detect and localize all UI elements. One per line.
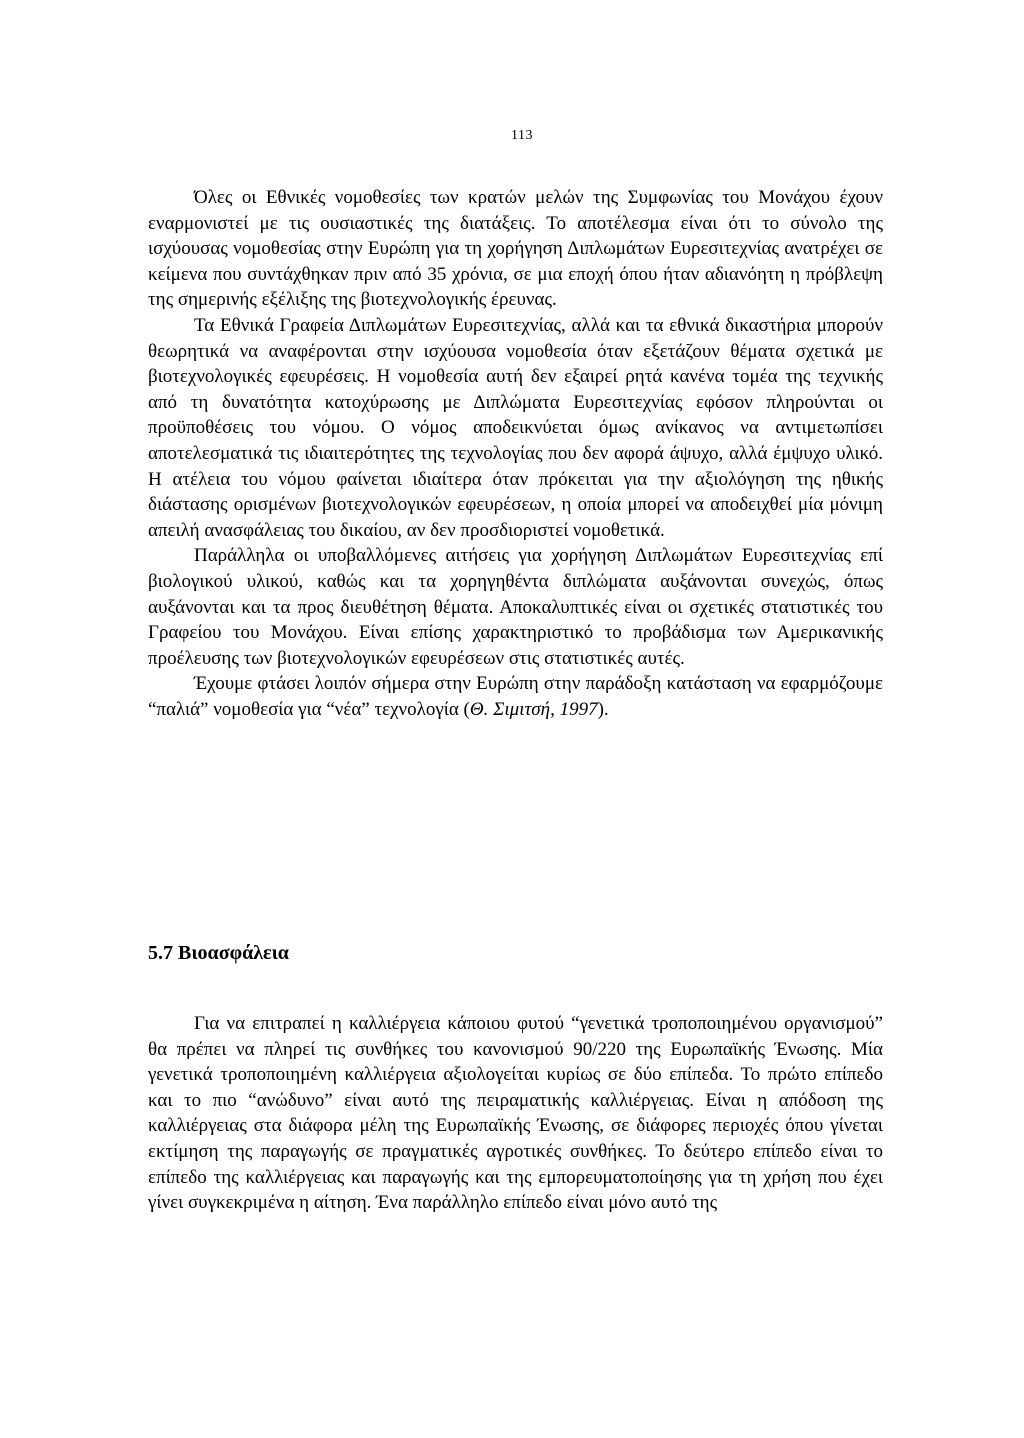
paragraph-with-citation bbox=[148, 671, 883, 722]
paragraph-text-end: ). bbox=[597, 698, 609, 720]
paragraph-text: Έχουμε φτάσει λοιπόν σήμερα στην Ευρώπη στην παράδοξη κατάσταση να εφαρμόζουμε “παλιά” νομοθεσία για “νέα” τεχνολογία ( bbox=[148, 673, 883, 720]
citation: Θ. Σιμιτσή, 1997 bbox=[469, 698, 598, 720]
section-heading: 5.7 Βιοασφάλεια bbox=[148, 942, 289, 964]
paragraph: Τα Εθνικά Γραφεία Διπλωμάτων Ευρεσιτεχνίας, αλλά και τα εθνικά δικαστήρια μπορούν θεωρητικά να αναφέρονται στην ισχύουσα νομοθεσία όταν εξετάζουν θέματα σχετικά με βιοτεχνολογικές εφευρέσεις. Η νομοθεσία αυτή δεν εξαιρεί ρητά κανένα τομέα της τεχνικής από τη δυνατότητα κατοχύρωσης με Διπλώματα Ευρεσιτεχνίας εφόσον πληρούνται οι προϋποθέσεις του νόμου. Ο νόμος αποδεικνύεται όμως ανίκανος να αντιμετωπίσει αποτελεσματικά τις ιδιαιτερότητες της τεχνολογίας που δεν αφορά άψυχο, αλλά έμψυχο υλικό. Η ατέλεια του νόμου φαίνεται ιδιαίτερα όταν πρόκειται για την αξιολόγηση της ηθικής διάστασης ορισμένων βιοτεχνολογικών εφευρέσεων, η οποία μπορεί να αποδειχθεί μία μόνιμη απειλή ανασφάλειας του δικαίου, αν δεν προσδιοριστεί νομοθετικά. bbox=[148, 314, 883, 541]
paragraph: Όλες οι Εθνικές νομοθεσίες των κρατών μελών της Συμφωνίας του Μονάχου έχουν εναρμονιστεί με τις ουσιαστικές της διατάξεις. Το αποτέλεσμα είναι ότι το σύνολο της ισχύουσας νομοθεσίας στην Ευρώπη για τη χορήγηση Διπλωμάτων Ευρεσιτεχνίας ανατρέχει σε κείμενα που συντάχθηκαν πριν από 35 χρόνια, σε μια εποχή όπου ήταν αδιανόητη η πρόβλεψη της σημερινής εξέλιξης της βιοτεχνολογικής έρευνας. bbox=[148, 187, 883, 311]
page-number: 113 bbox=[511, 128, 533, 143]
section-body-text bbox=[148, 1011, 883, 1216]
paragraph: Παράλληλα οι υποβαλλόμενες αιτήσεις για χορήγηση Διπλωμάτων Ευρεσιτεχνίας επί βιολογικού υλικού, καθώς και τα χορηγηθέντα διπλώματα αυξάνονται συνεχώς, όπως αυξάνονται και τα προς διευθέτηση θέματα. Αποκαλυπτικές είναι οι σχετικές στατιστικές του Γραφείου του Μονάχου. Είναι επίσης χαρακτηριστικό το προβάδισμα των Αμερικανικής προέλευσης των βιοτεχνολογικών εφευρέσεων στις στατιστικές αυτές. bbox=[148, 545, 883, 669]
paragraph: Για να επιτραπεί η καλλιέργεια κάποιου φυτού “γενετικά τροποποιημένου οργανισμού” θα πρέπει να πληρεί τις συνθήκες του κανονισμού 90/220 της Ευρωπαϊκής Ένωσης. Μία γενετικά τροποποιημένη καλλιέργεια αξιολογείται κυρίως σε δύο επίπεδα. Το πρώτο επίπεδο και το πιο “ανώδυνο” είναι αυτό της πειραματικής καλλιέργειας. Είναι η απόδοση της καλλιέργειας στα διάφορα μέλη της Ευρωπαϊκής Ένωσης, σε διάφορες περιοχές όπου γίνεται εκτίμηση της παραγωγής σε πραγματικές αγροτικές συνθήκες. Το δεύτερο επίπεδο είναι το επίπεδο της καλλιέργειας και παραγωγής και της εμπορευματοποίησης για τη χρήση που έχει γίνει συγκεκριμένα η αίτηση. Ένα παράλληλο επίπεδο είναι μόνο αυτό της bbox=[148, 1013, 883, 1214]
body-text bbox=[148, 185, 883, 722]
